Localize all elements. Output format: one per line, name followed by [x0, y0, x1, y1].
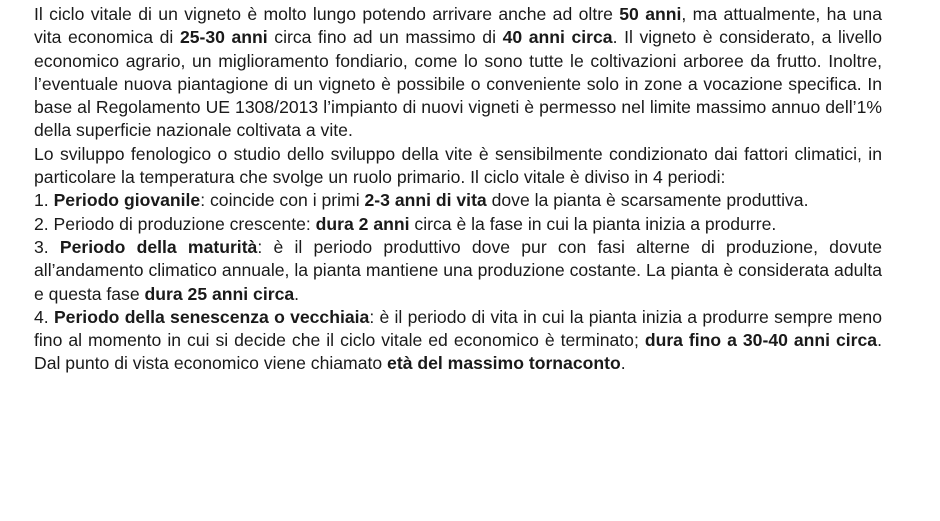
text-run: Il ciclo vitale di un vigneto è molto lungo potendo arrivare anche ad oltre [34, 4, 620, 24]
bold-text-run: 2-3 anni di vita [364, 190, 487, 211]
list-item-growing-production-period [34, 213, 882, 236]
text-run: . Dal punto di vista economico viene chiamato [34, 330, 882, 374]
bold-text-run: Periodo della maturità [59, 236, 258, 257]
text-run: : coincide con i primi [200, 190, 365, 211]
bold-text-run: Periodo della senescenza o vecchiaia [53, 306, 370, 327]
text-run: circa fino ad un massimo di [267, 27, 503, 48]
list-item-juvenile-period [34, 189, 882, 212]
text-run: . [620, 353, 626, 374]
text-run: 3. [34, 236, 60, 257]
text-run: : è il periodo di vita in cui la pianta inizia a produrre sempre meno fino al momento in cui si decide che il ciclo vitale ed economico è terminato; [34, 306, 883, 351]
text-run: . Il vigneto è considerato, a livello economico agrario, un miglioramento fondiario, come lo sono tutte le coltivazioni arboree da frutto. Inoltre, l’eventuale nuova piantagione di un vigneto è possibile o conveniente solo in zone a vocazione specifica. In base al Regolamento UE 1308/2013 l’impianto di nuovi vigneti è permesso nel limite massimo annuo dell’1% della superficie nazionale coltivata a vite. [34, 27, 882, 141]
paragraph-vineyard-life-cycle [34, 3, 882, 143]
text-run: 1. [34, 190, 54, 211]
document-body [34, 3, 882, 376]
bold-text-run: 40 anni circa [502, 27, 613, 48]
text-run: 4. [34, 306, 54, 327]
bold-text-run: 50 anni [619, 4, 682, 24]
bold-text-run: Periodo giovanile [53, 190, 201, 211]
text-run: 2. Periodo di produzione crescente: [34, 213, 316, 234]
bold-text-run: dura fino a 30-40 anni circa [644, 330, 878, 351]
text-run: . [294, 283, 300, 304]
bold-text-run: 25-30 anni [179, 27, 268, 48]
text-run: , ma attualmente, ha una vita economica di [34, 4, 882, 48]
text-run: : è il periodo produttivo dove pur con fasi alterne di produzione, dovute all’andamento climatico annuale, la pianta mantiene una produzione costante. La pianta è considerata adulta e questa fase [34, 236, 883, 304]
text-run: Lo sviluppo fenologico o studio dello sviluppo della vite è sensibilmente condizionato dai fattori climatici, in particolare la temperatura che svolge un ruolo primario. Il ciclo vitale è diviso in 4 periodi: [34, 143, 882, 188]
bold-text-run: dura 25 anni circa [144, 283, 295, 304]
bold-text-run: età del massimo tornaconto [387, 353, 621, 374]
paragraph-phenological-development [34, 143, 882, 190]
list-item-maturity-period [34, 236, 882, 306]
list-item-senescence-period [34, 306, 882, 376]
bold-text-run: dura 2 anni [315, 213, 410, 234]
text-run: dove la pianta è scarsamente produttiva. [486, 190, 809, 211]
text-run: circa è la fase in cui la pianta inizia a produrre. [409, 213, 777, 234]
